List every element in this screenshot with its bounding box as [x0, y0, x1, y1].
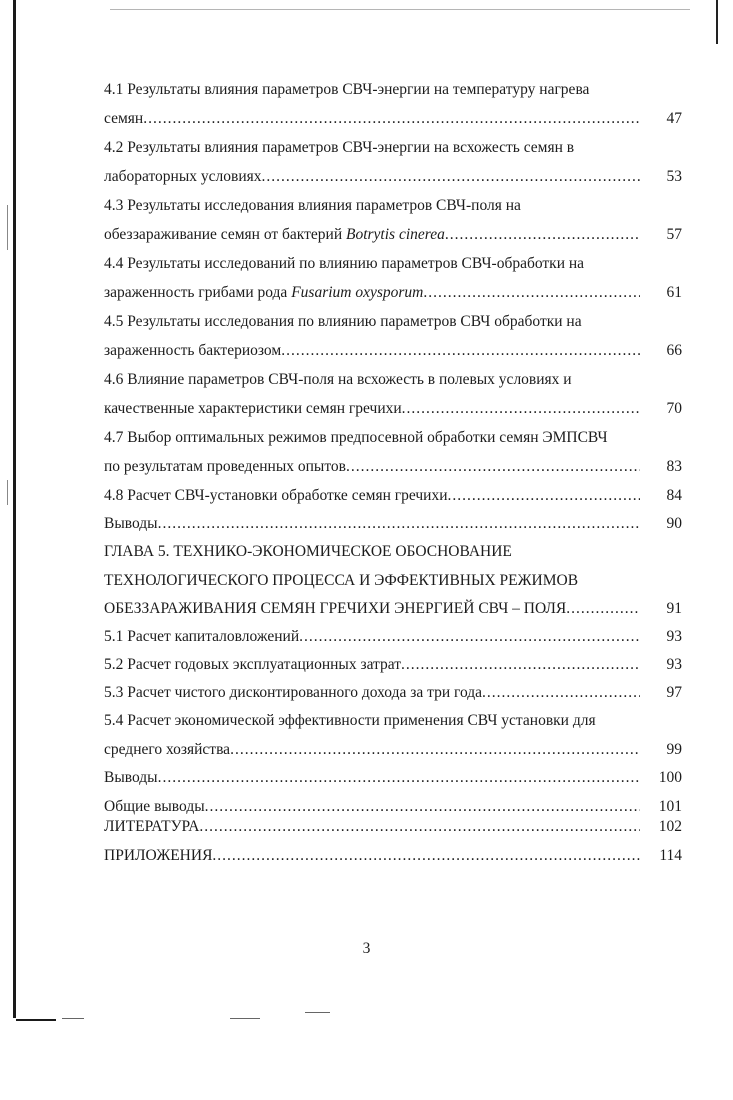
scan-border-top [110, 9, 690, 10]
dot-leader [566, 600, 640, 618]
dot-leader [281, 342, 640, 360]
toc-entry[interactable] [104, 628, 682, 646]
dot-leader [262, 168, 641, 186]
toc-entry[interactable] [104, 769, 682, 787]
toc-entry-title: 4.1 Результаты влияния параметров СВЧ-энергии на температуру нагрева [104, 81, 590, 98]
toc-entry-title [104, 284, 423, 302]
toc-entry[interactable] [104, 139, 682, 157]
toc-entry-title: ПРИЛОЖЕНИЯ [104, 847, 213, 864]
toc-page-number: 101 [658, 798, 682, 815]
toc-entry-title: Общие выводы [104, 798, 205, 815]
scan-mark [7, 205, 8, 250]
toc-entry[interactable] [104, 168, 682, 186]
toc-page-number: 100 [658, 769, 682, 786]
toc-page-number: 83 [666, 458, 682, 475]
toc-entry[interactable] [104, 600, 682, 618]
dot-leader [423, 284, 640, 302]
scan-border-right [716, 0, 718, 44]
scan-mark [7, 480, 8, 505]
toc-entry-title: ЛИТЕРАТУРА [104, 818, 200, 835]
toc-entry-title: 5.4 Расчет экономической эффективности применения СВЧ установки для [104, 712, 596, 729]
dot-leader [143, 110, 640, 128]
toc-entry[interactable] [104, 818, 682, 836]
toc-entry[interactable] [104, 798, 682, 816]
toc-entry[interactable] [104, 712, 682, 730]
toc-entry[interactable] [104, 226, 682, 244]
toc-entry[interactable] [104, 197, 682, 215]
dot-leader [158, 515, 640, 533]
toc-page-number: 114 [659, 847, 682, 864]
toc-page-number: 70 [666, 400, 682, 417]
toc-page-number: 93 [666, 656, 682, 673]
toc-entry-title: 4.3 Результаты исследования влияния параметров СВЧ-поля на [104, 197, 521, 214]
toc-entry[interactable] [104, 429, 682, 447]
dot-leader [230, 741, 640, 759]
toc-entry-title: Выводы [104, 515, 158, 532]
toc-page-number: 99 [666, 741, 682, 758]
toc-entry[interactable] [104, 284, 682, 302]
scan-mark [305, 1012, 330, 1013]
dot-leader [299, 628, 640, 646]
toc-entry[interactable] [104, 572, 682, 590]
toc-page-number: 53 [666, 168, 682, 185]
toc-page-number: 66 [666, 342, 682, 359]
toc-entry[interactable] [104, 81, 682, 99]
scan-mark [62, 1018, 84, 1019]
toc-page-number: 93 [666, 628, 682, 645]
toc-entry[interactable] [104, 515, 682, 533]
toc-entry-title: Выводы [104, 769, 158, 786]
toc-entry-text: зараженность грибами рода [104, 284, 292, 301]
toc-page-number: 84 [666, 487, 682, 504]
toc-entry[interactable] [104, 741, 682, 759]
dot-leader [212, 847, 640, 865]
dot-leader [205, 798, 640, 816]
toc-entry[interactable] [104, 656, 682, 674]
toc-entry[interactable] [104, 342, 682, 360]
toc-entry-title: 4.2 Результаты влияния параметров СВЧ-энергии на всхожесть семян в [104, 139, 575, 156]
toc-page-number: 90 [666, 515, 682, 532]
dot-leader [402, 400, 640, 418]
page-number: 3 [362, 940, 371, 957]
toc-entry[interactable] [104, 110, 682, 128]
dot-leader [482, 684, 640, 702]
toc-page-number: 102 [658, 818, 682, 835]
species-name: Botrytis cinerea [346, 226, 445, 243]
toc-entry[interactable] [104, 313, 682, 331]
scan-border-left [13, 0, 16, 1018]
toc-entry[interactable] [104, 400, 682, 418]
dot-leader [199, 818, 640, 836]
toc-entry[interactable] [104, 543, 682, 561]
toc-page-number: 61 [666, 284, 682, 301]
toc-chapter-title: ОБЕЗЗАРАЖИВАНИЯ СЕМЯН ГРЕЧИХИ ЭНЕРГИЕЙ СВЧ – ПОЛЯ [104, 600, 567, 617]
toc-entry-title: семян [104, 110, 144, 127]
scan-mark [230, 1018, 260, 1019]
toc-page-number: 47 [666, 110, 682, 127]
dot-leader [346, 458, 640, 476]
toc-entry-title: 4.7 Выбор оптимальных режимов предпосевной обработки семян ЭМПСВЧ [104, 429, 608, 446]
toc-entry-title: зараженность бактериозом [104, 342, 282, 359]
toc-page-number: 97 [666, 684, 682, 701]
toc-entry[interactable] [104, 684, 682, 702]
toc-chapter-title: ГЛАВА 5. ТЕХНИКО-ЭКОНОМИЧЕСКОЕ ОБОСНОВАНИЕ [104, 543, 512, 560]
toc-entry-text: обеззараживание семян от бактерий [104, 226, 346, 243]
toc-entry-title: среднего хозяйства [104, 741, 231, 758]
toc-entry-title: 4.6 Влияние параметров СВЧ-поля на всхожесть в полевых условиях и [104, 371, 572, 388]
toc-entry-title: по результатам проведенных опытов [104, 458, 346, 475]
toc-entry-title: лабораторных условиях [104, 168, 262, 185]
toc-entry-title: 5.2 Расчет годовых эксплуатационных затрат [104, 656, 402, 673]
toc-entry-title: 5.3 Расчет чистого дисконтированного дохода за три года [104, 684, 483, 701]
toc-entry-title [104, 226, 445, 244]
dot-leader [447, 487, 640, 505]
toc-entry-title: 5.1 Расчет капиталовложений [104, 628, 300, 645]
dot-leader [445, 226, 640, 244]
toc-entry-title: 4.8 Расчет СВЧ-установки обработке семян гречихи [104, 487, 448, 504]
species-name: Fusarium oxysporum [291, 284, 424, 301]
toc-entry[interactable] [104, 847, 682, 865]
scan-border-bottom [16, 1019, 56, 1021]
toc-page-number: 57 [666, 226, 682, 243]
toc-chapter-title: ТЕХНОЛОГИЧЕСКОГО ПРОЦЕССА И ЭФФЕКТИВНЫХ РЕЖИМОВ [104, 572, 579, 589]
dot-leader [401, 656, 640, 674]
dot-leader [158, 769, 640, 787]
toc-entry[interactable] [104, 255, 682, 273]
toc-entry[interactable] [104, 487, 682, 505]
toc-page-number: 91 [666, 600, 682, 617]
toc-entry-title: 4.4 Результаты исследований по влиянию параметров СВЧ-обработки на [104, 255, 585, 272]
toc-entry[interactable] [104, 458, 682, 476]
toc-entry-title: качественные характеристики семян гречихи [104, 400, 402, 417]
toc-entry[interactable] [104, 371, 682, 389]
toc-entry-title: 4.5 Результаты исследования по влиянию параметров СВЧ обработки на [104, 313, 582, 330]
